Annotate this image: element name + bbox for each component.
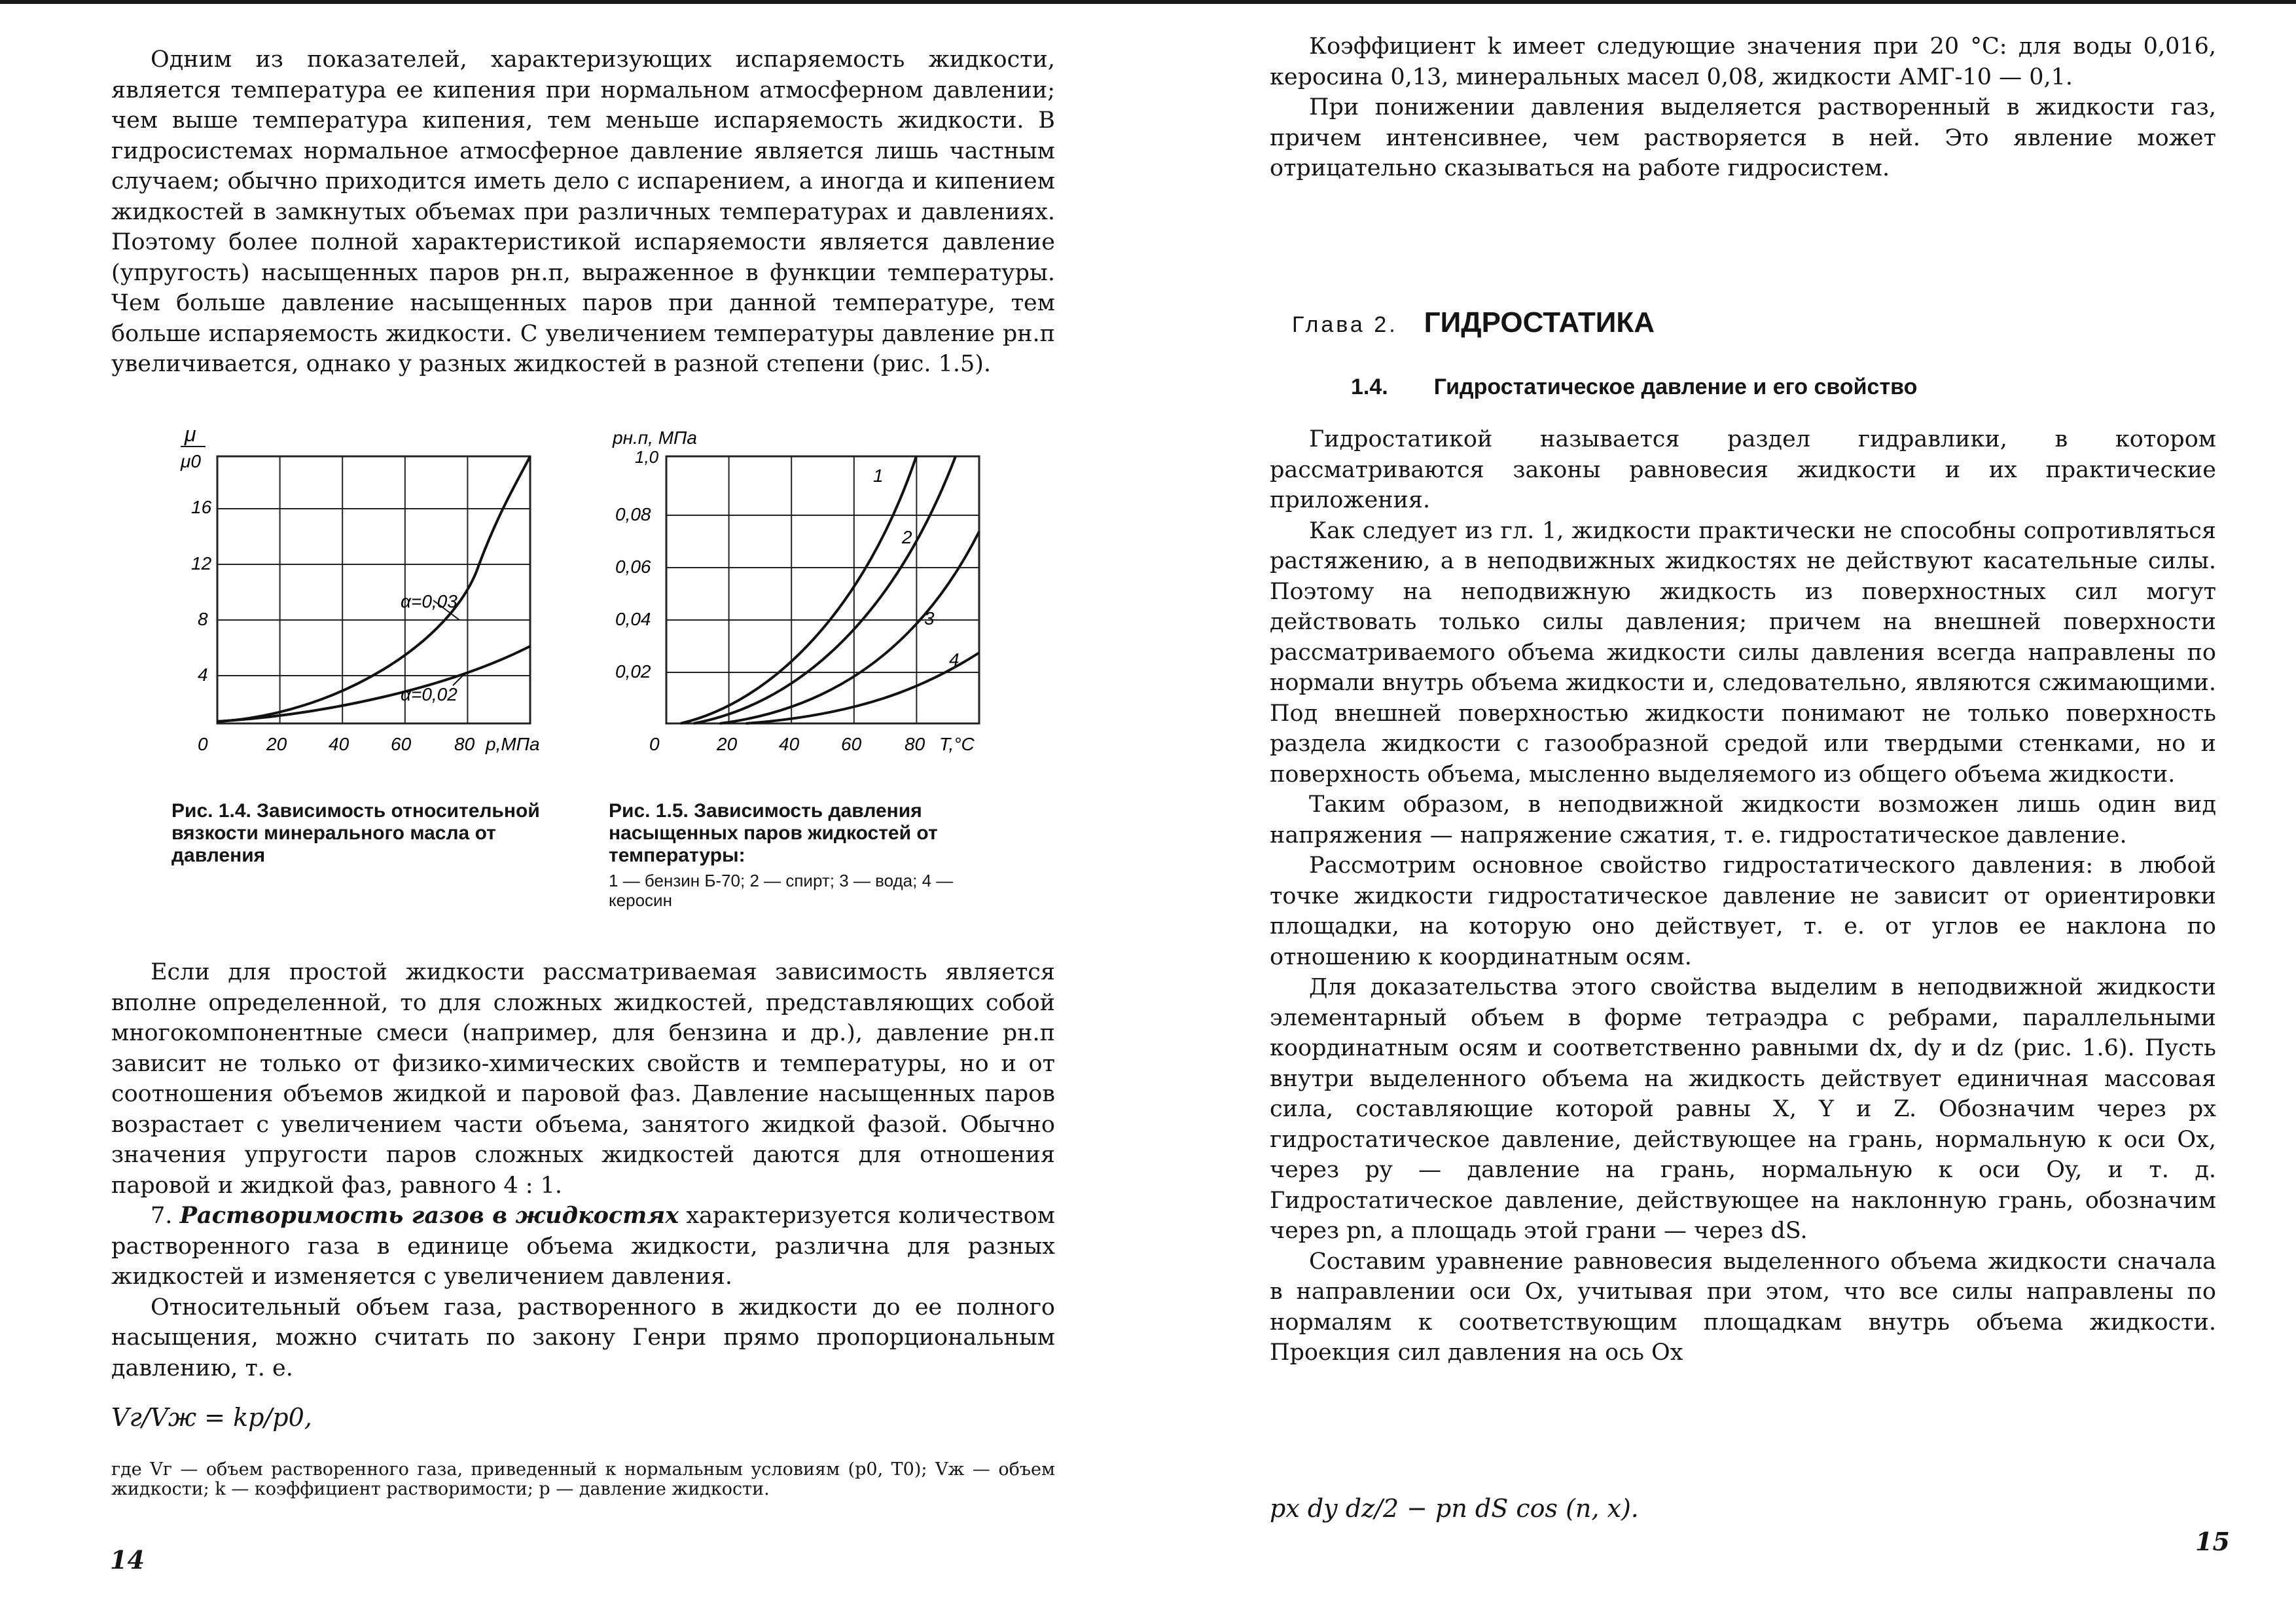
curve-alpha-0-02 [217, 646, 530, 721]
paragraph-3-term: Растворимость газов в жидкостях [179, 1202, 679, 1229]
fig15-xtick-0: 0 [649, 734, 660, 754]
fig15-curve-label-4: 4 [949, 649, 960, 670]
right-paragraph-1: Коэффициент k имеет следующие значения при 20 °С: для воды 0,016, керосина 0,13, минеральных масел 0,08, жидкости АМГ-10 — 0,1. [1270, 33, 2216, 90]
fig14-curve-label-0-03: α=0,03 [401, 591, 457, 611]
fig15-ylabel: pн.п, МПа [613, 428, 697, 448]
fig14-xtick-40: 40 [329, 734, 350, 754]
left-paragraph-3 [111, 1201, 1055, 1292]
left-paragraph-2: Если для простой жидкости рассматриваемая зависимость является вполне определенной, то для сложных жидкостей, представляющих собой многокомпонентные смеси (например, для бензина и др.), давление pн.п зависит не только от физико-химических свойств и температуры, но и от соотношения объемов жидкой и паровой фаз. Давление насыщенных паров возрастает с увеличением части объема, занятого жидкой фазой. Обычно значения упругости паров сложных жидкостей даются для отношения паровой и жидкой фаз, равного 4 : 1. [111, 959, 1055, 1199]
right-paragraph-6: Рассмотрим основное свойство гидростатического давления: в любой точке жидкости гидростатическое давление не зависит от ориентировки площадки, на которую оно действует, т. е. от углов ее наклона по отношению к координатным осям. [1270, 852, 2216, 970]
section-number: 1.4. [1351, 374, 1388, 399]
fig15-curve-4 [746, 653, 979, 723]
right-paragraph-8: Составим уравнение равновесия выделенного объема жидкости сначала в направлении оси Ox, учитывая при этом, что все силы направлены по нормалям к соответствующим площадкам внутрь объема жидкости. Проекция сил давления на ось Ox [1270, 1248, 2216, 1366]
right-paragraph-4: Как следует из гл. 1, жидкости практически не способны сопротивляться растяжению, а в неподвижных жидкостях не действуют касательные силы. Поэтому на неподвижную жидкость из поверхностных сил могут действовать только силы давления; причем на внешней поверхности рассматриваемого объема жидкости силы давления всегда направлены по нормали внутрь объема жидкости и, следовательно, являются сжимающими. Под внешней поверхностью жидкости понимают не только поверхность раздела жидкости с газообразной средой или твердыми стенками, но и поверхность объема, мысленно выделяемого из общего объема жидкости. [1270, 517, 2216, 788]
figure-1-4-chart [171, 427, 558, 788]
right-paragraph-5: Таким образом, в неподвижной жидкости возможен лишь один вид напряжения — напряжение сжатия, т. е. гидростатическое давление. [1270, 792, 2216, 848]
fig15-curve-label-2: 2 [902, 527, 912, 547]
paragraph-3-number: 7. [151, 1203, 173, 1229]
left-page-number: 14 [110, 1545, 145, 1575]
figure-1-5-caption: Рис. 1.5. Зависимость давления насыщенных паров жидкостей от температуры: [609, 800, 938, 866]
fig15-ytick-0-08: 0,08 [615, 504, 651, 524]
fig14-ylabel-top: μ [185, 427, 196, 446]
fig14-ytick-4: 4 [198, 665, 208, 685]
figure-1-5-legend: 1 — бензин Б-70; 2 — спирт; 3 — вода; 4 — керосин [609, 871, 954, 910]
left-footnote: где Vг — объем растворенного газа, приведенный к нормальным условиям (p0, T0); Vж — объем жидкости; k — коэффициент растворимости; p — давление жидкости. [111, 1459, 1055, 1499]
section-heading [1351, 374, 1917, 400]
fig15-ytick-0-02: 0,02 [615, 661, 651, 682]
fig15-curve-1 [681, 456, 916, 723]
left-bottom-column [111, 957, 1055, 1383]
figure-1-4-grid [217, 456, 530, 723]
fig15-ytick-0-04: 0,04 [615, 609, 651, 629]
fig15-ytick-1-0: 1,0 [635, 447, 659, 467]
fig15-xtick-60: 60 [841, 734, 862, 754]
left-formula: Vг/Vж = kp/p0, [111, 1403, 312, 1432]
figure-1-5-chart [609, 427, 988, 788]
fig15-curve-label-3: 3 [924, 608, 935, 629]
fig15-curve-3 [720, 532, 979, 723]
figure-1-4-caption: Рис. 1.4. Зависимость относительной вязкости минерального масла от давления [171, 800, 540, 866]
right-formula: px dy dz/2 − pn dS cos (n, x). [1270, 1494, 1639, 1523]
left-paragraph-4: Относительный объем газа, растворенного в жидкости до ее полного насыщения, можно считать по закону Генри прямо пропорциональным давлению, т. е. [111, 1294, 1055, 1381]
right-page-number: 15 [2195, 1527, 2230, 1556]
fig15-xlabel: T,°C [939, 734, 975, 754]
curve-alpha-0-03 [217, 456, 530, 721]
fig14-ytick-16: 16 [191, 497, 212, 517]
chapter-label: Глава 2. [1292, 312, 1398, 337]
fig14-xtick-0: 0 [198, 734, 208, 754]
fig14-ytick-12: 12 [191, 553, 212, 574]
fig14-curve-label-0-02: α=0,02 [401, 684, 457, 704]
left-footnote-block [111, 1460, 1055, 1499]
paragraph-3-rest: характеризуется количеством растворенного газа в единице объема жидкости, различна для разных жидкостей и изменяется с увеличением давления. [111, 1203, 1055, 1290]
section-title: Гидростатическое давление и его свойство [1433, 374, 1918, 399]
fig15-ytick-0-06: 0,06 [615, 556, 651, 577]
right-paragraph-3: Гидростатикой называется раздел гидравлики, в котором рассматриваются законы равновесия жидкости и их практические приложения. [1270, 426, 2216, 513]
fig14-xtick-20: 20 [266, 734, 287, 754]
fig15-xtick-80: 80 [905, 734, 925, 754]
fig14-xtick-60: 60 [391, 734, 412, 754]
fig14-ylabel-bottom: μ0 [181, 451, 201, 471]
figure-1-4 [171, 427, 558, 867]
chapter-heading [1292, 306, 1655, 339]
fig15-xtick-40: 40 [779, 734, 800, 754]
right-paragraph-7: Для доказательства этого свойства выделим в неподвижной жидкости элементарный объем в форме тетраэдра с ребрами, параллельными координатным осям и соответственно равными dx, dy и dz (рис. 1.6). Пусть внутри выделенного объема на жидкость действует единичная массовая сила, составляющие которой равны X, Y и Z. Обозначим через px гидростатическое давление, действующее на грань, нормальную к оси Ox, через py — давление на грань, нормальную к оси Oy, и т. д. Гидростатическое давление, действующее на наклонную грань, обозначим через pn, а площадь этой грани — через dS. [1270, 974, 2216, 1244]
fig14-xlabel: p,МПа [486, 734, 540, 754]
right-paragraph-2: При понижении давления выделяется растворенный в жидкости газ, причем интенсивнее, чем растворяется в ней. Это явление может отрицательно сказываться на работе гидросистем. [1270, 94, 2216, 181]
fig14-ytick-8: 8 [198, 609, 208, 629]
figure-1-5-grid [666, 456, 979, 723]
fig15-curve-label-1: 1 [873, 465, 884, 486]
right-page [1148, 0, 2296, 1623]
right-main-column [1270, 424, 2216, 1368]
fig15-xtick-20: 20 [717, 734, 738, 754]
right-top-column [1270, 31, 2216, 184]
chapter-title: ГИДРОСТАТИКА [1424, 306, 1655, 338]
left-top-column [111, 45, 1055, 380]
figure-1-5 [609, 427, 988, 910]
left-paragraph-1: Одним из показателей, характеризующих испаряемость жидкости, является температура ее кипения при нормальном атмосферном давлении; чем выше температура кипения, тем меньше испаряемость жидкости. В гидросистемах нормальное атмосферное давление является лишь частным случаем; обычно приходится иметь дело с испарением, а иногда и кипением жидкостей в замкнутых объемах при различных температурах и давлениях. Поэтому более полной характеристикой испаряемости является давление (упругость) насыщенных паров pн.п, выраженное в функции температуры. Чем больше давление насыщенных паров при данной температуре, тем больше испаряемость жидкости. С увеличением температуры давление pн.п увеличивается, однако у разных жидкостей в разной степени (рис. 1.5). [111, 46, 1055, 377]
fig14-xtick-80: 80 [454, 734, 475, 754]
